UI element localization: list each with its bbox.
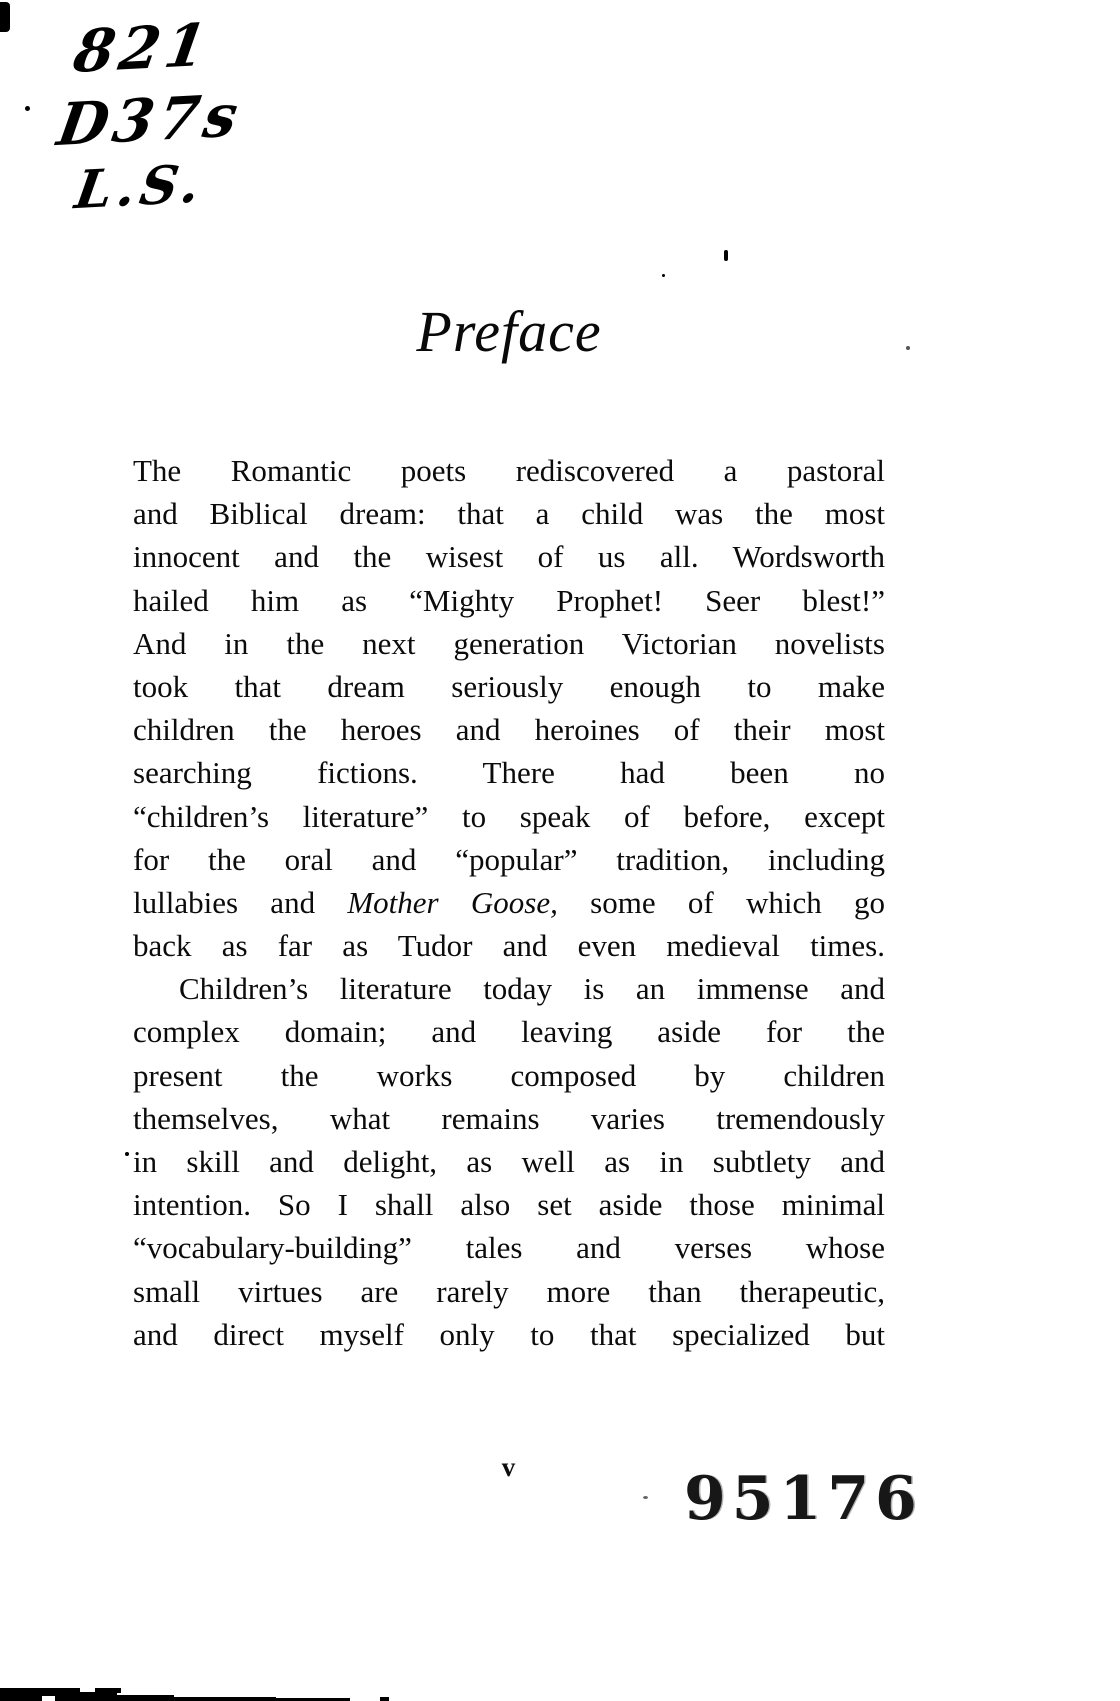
text-line: intention. So I shall also set aside those minimal [133,1187,885,1223]
scan-artifact-fragment [380,1697,389,1701]
scan-speck [643,1496,648,1499]
text-line: complex domain; and leaving aside for the [133,1014,885,1050]
scan-speck [906,346,910,350]
scan-speck [125,1152,129,1156]
scan-speck [724,250,728,261]
text-line: hailed him as “Mighty Prophet! Seer blest!” [133,582,885,618]
text-line: for the oral and “popular” tradition, including [133,841,885,877]
call-number-line-2: D37s [52,80,248,160]
scan-speck [662,274,665,277]
preface-body-text [133,449,885,1356]
text-line: And in the next generation Victorian novelists [133,625,885,661]
text-line: “vocabulary-building” tales and verses whose [133,1230,885,1266]
scan-artifact-top-left [0,2,10,32]
call-number-line-1: 821 [69,10,216,87]
text-line-paragraph-start: Children’s literature today is an immense and [179,971,885,1007]
accession-number-stamp: 95176 [684,1464,923,1534]
text-line: and Biblical dream: that a child was the most [133,496,885,532]
text-line: back as far as Tudor and even medieval times. [133,928,885,964]
text-line-with-book-title [133,881,885,924]
text-line: innocent and the wisest of us all. Wordsworth [133,539,885,575]
text-line: took that dream seriously enough to make [133,668,885,704]
text-line: searching fictions. There had been no [133,755,885,791]
text-line: The Romantic poets rediscovered a pastoral [133,453,885,488]
text-line: in skill and delight, as well as in subtlety and [133,1144,885,1179]
scan-artifact-fragment [95,1688,121,1693]
text-line: “children’s literature” to speak of before, except [133,798,885,834]
text-line: themselves, what remains varies tremendously [133,1100,885,1136]
call-number-line-3: L.S. [71,152,210,222]
text-line: and direct myself only to that specialized but [133,1316,885,1352]
text-line: present the works composed by children [133,1057,885,1093]
scan-speck [25,106,30,111]
library-call-number [53,7,247,222]
text-segment: lullabies and [133,884,348,920]
page-title: Preface [416,299,602,364]
page-number: v [501,1452,517,1482]
text-segment: some of which go [557,884,885,920]
text-line: children the heroes and heroines of their most [133,712,885,748]
text-line: small virtues are rarely more than therapeutic, [133,1273,885,1309]
book-title-mother-goose: Mother Goose, [347,884,558,920]
scan-artifact-bottom-left [0,1681,420,1701]
